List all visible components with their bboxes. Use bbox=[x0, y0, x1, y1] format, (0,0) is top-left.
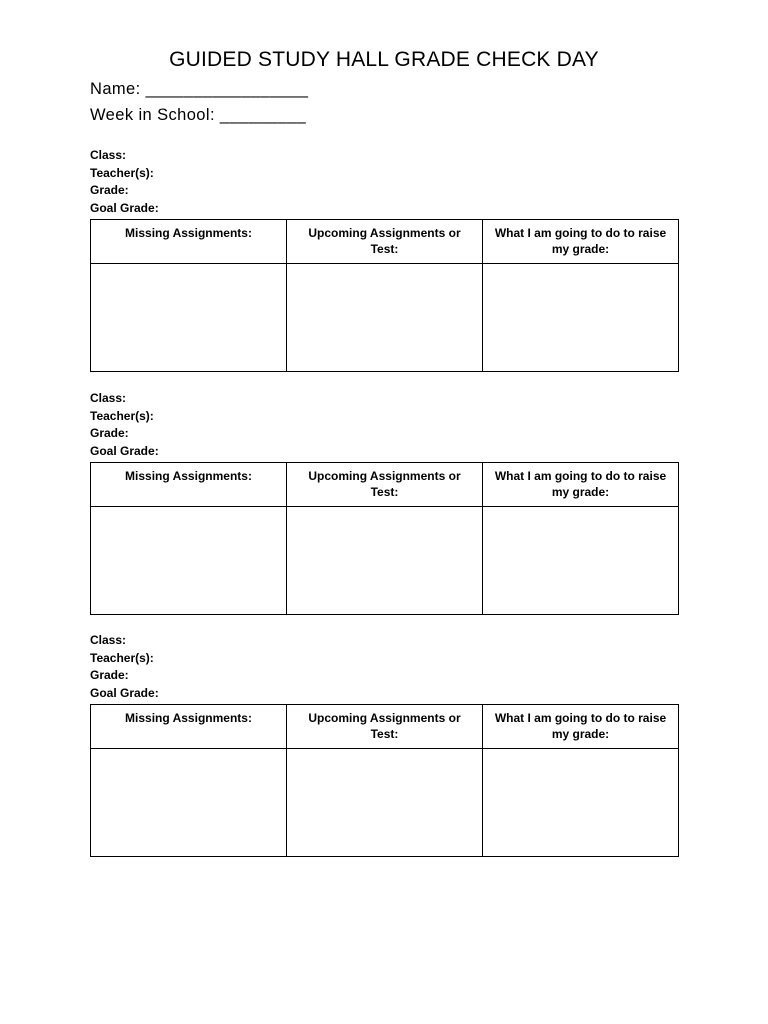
teachers-label: Teacher(s): bbox=[90, 165, 154, 180]
class-info-list bbox=[90, 147, 679, 217]
grade-check-table bbox=[90, 462, 679, 615]
page-title: GUIDED STUDY HALL GRADE CHECK DAY bbox=[169, 48, 599, 71]
raise-grade-plan-header: What I am going to do to raise my grade: bbox=[483, 463, 679, 507]
name-field[interactable]: Name: _________________ bbox=[90, 80, 309, 98]
missing-assignments-header: Missing Assignments: bbox=[91, 220, 287, 264]
grade-check-table bbox=[90, 704, 679, 857]
class-info-list bbox=[90, 390, 679, 460]
raise-grade-plan-cell[interactable] bbox=[483, 507, 679, 615]
table-row bbox=[91, 507, 679, 615]
table-header-row bbox=[91, 220, 679, 264]
table-header-row bbox=[91, 705, 679, 749]
week-in-school-field[interactable]: Week in School: _________ bbox=[90, 106, 307, 124]
raise-grade-plan-header: What I am going to do to raise my grade: bbox=[483, 705, 679, 749]
class-label: Class: bbox=[90, 391, 127, 405]
class-section-1 bbox=[90, 147, 679, 372]
table-row bbox=[91, 749, 679, 857]
upcoming-assignments-cell[interactable] bbox=[287, 749, 483, 857]
grade-label: Grade: bbox=[90, 183, 129, 198]
teachers-label: Teacher(s): bbox=[90, 408, 154, 423]
table-header-row bbox=[91, 463, 679, 507]
raise-grade-plan-cell[interactable] bbox=[483, 264, 679, 372]
class-info-list bbox=[90, 632, 679, 702]
class-label: Class: bbox=[90, 633, 127, 647]
grade-label: Grade: bbox=[90, 426, 129, 441]
goal-grade-label: Goal Grade: bbox=[90, 443, 159, 458]
class-section-3 bbox=[90, 632, 679, 857]
class-section-2 bbox=[90, 390, 679, 615]
upcoming-assignments-header: Upcoming Assignments or Test: bbox=[287, 220, 483, 264]
upcoming-assignments-header: Upcoming Assignments or Test: bbox=[287, 705, 483, 749]
upcoming-assignments-header: Upcoming Assignments or Test: bbox=[287, 463, 483, 507]
teachers-label: Teacher(s): bbox=[90, 650, 154, 665]
missing-assignments-header: Missing Assignments: bbox=[91, 463, 287, 507]
table-row bbox=[91, 264, 679, 372]
missing-assignments-cell[interactable] bbox=[91, 264, 287, 372]
upcoming-assignments-cell[interactable] bbox=[287, 264, 483, 372]
goal-grade-label: Goal Grade: bbox=[90, 685, 159, 700]
missing-assignments-header: Missing Assignments: bbox=[91, 705, 287, 749]
raise-grade-plan-header: What I am going to do to raise my grade: bbox=[483, 220, 679, 264]
grade-check-table bbox=[90, 219, 679, 372]
goal-grade-label: Goal Grade: bbox=[90, 200, 159, 215]
grade-label: Grade: bbox=[90, 668, 129, 683]
missing-assignments-cell[interactable] bbox=[91, 749, 287, 857]
class-label: Class: bbox=[90, 148, 127, 162]
upcoming-assignments-cell[interactable] bbox=[287, 507, 483, 615]
missing-assignments-cell[interactable] bbox=[91, 507, 287, 615]
raise-grade-plan-cell[interactable] bbox=[483, 749, 679, 857]
